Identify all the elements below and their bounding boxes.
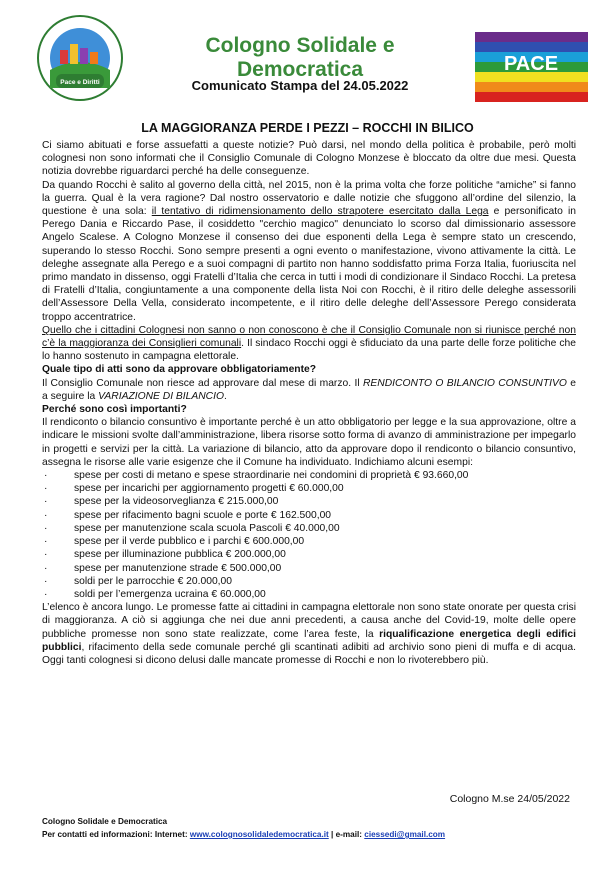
footer xyxy=(42,815,445,841)
list-item: · spese per il verde pubblico e i parchi € 600.000,00 xyxy=(42,535,576,548)
list-item: · spese per incarichi per aggiornamento progetti € 60.000,00 xyxy=(42,482,576,495)
list-item: · spese per manutenzione scala scuola Pascoli € 40.000,00 xyxy=(42,522,576,535)
list-item: · spese per rifacimento bagni scuole e porte € 162.500,00 xyxy=(42,509,576,522)
footer-org: Cologno Solidale e Democratica xyxy=(42,817,168,826)
list-item: · spese per la videosorveglianza € 215.000,00 xyxy=(42,495,576,508)
footer-contacts: Per contatti ed informazioni: Internet: www.colognosolidaledemocratica.it | e-mail: ciessedi@gmail.com xyxy=(42,830,446,839)
paragraph-acts: Il Consiglio Comunale non riesce ad approvare dal mese di marzo. Il RENDICONTO O BILANCIO CONSUNTIVO e a seguire la VARIAZIONE DI BILANCIO. xyxy=(42,377,576,402)
list-item: · spese per manutenzione strade € 500.000,00 xyxy=(42,562,576,575)
article-body xyxy=(42,139,576,667)
paragraph-council: Quello che i cittadini Colognesi non sanno o non conoscono è che il Consiglio Comunale non si riunisce perché non c’è la maggioranza dei Consiglieri comunali. Il sindaco Rocchi oggi è sfiduciato da una parte delle forze politiche che lo hanno sostenuto in campagna elettorale. xyxy=(42,324,576,363)
list-item: · spese per illuminazione pubblica € 200.000,00 xyxy=(42,548,576,561)
list-item: · spese per costi di metano e spese straordinarie nei condomini di proprietà € 93.660,00 xyxy=(42,469,576,482)
website-link[interactable]: www.colognosolidaledemocratica.it xyxy=(189,830,329,839)
press-release-date: Comunicato Stampa del 24.05.2022 xyxy=(191,78,409,93)
organization-title: Cologno Solidale e Democratica xyxy=(205,34,395,81)
list-item: · soldi per l’emergenza ucraina € 60.000,00 xyxy=(42,588,576,601)
paragraph-intro: Ci siamo abituati e forse assuefatti a queste notizie? Può darsi, nel mondo della politica è probabile, però molti colognesi non sono informati che il Consiglio Comunale di Cologno Monzese è bloccato da oltre due mesi. Questa notizia dovrebbe riguardarci perché ha delle conseguenze. xyxy=(42,140,576,178)
question-acts: Quale tipo di atti sono da approvare obbligatoriamente? xyxy=(42,364,317,376)
signature-date: Cologno M.se 24/05/2022 xyxy=(449,793,570,805)
flag-text: PACE xyxy=(503,53,559,75)
peace-flag xyxy=(475,32,588,102)
question-importance: Perché sono così importanti? xyxy=(42,404,187,416)
email-link[interactable]: ciessedi@gmail.com xyxy=(364,830,446,839)
logo-caption: Pace e Diritti xyxy=(60,79,100,86)
organization-logo xyxy=(36,14,124,102)
expenses-list xyxy=(42,469,576,601)
paragraph-conclusion: L’elenco è ancora lungo. Le promesse fatte ai cittadini in campagna elettorale non sono state onorate per questa crisi di maggioranza. A ciò si aggiunga che nei due anni precedenti, a causa anche del Covid-19, molte delle opere pubbliche promesse non sono state realizzate, come l’area feste, la riqualificazione energetica degli edifici pubblici, rifacimento della sede comunale perché gli scantinati adibiti ad archivio sono pieni di muffa e di acqua. Oggi tanti colognesi si dicono delusi dalle mancate promesse di Rocchi e non lo rivoterebbero più. xyxy=(42,602,576,666)
paragraph-budget: Il rendiconto o bilancio consuntivo è importante perché è un atto obbligatorio per legge e la sua approvazione, oltre a indicare le missioni svolte dall’amministrazione, libera risorse sotto forma di avanzo di amministrazione per impegarlo in progetti e servizi per la città. La variazione di bilancio, atto da approvare dopo il rendiconto o bilancio consuntivo, assegna le risorse alle varie esigenze che il Comune ha individuato. Indichiamo alcuni esempi: xyxy=(42,417,576,468)
headline: LA MAGGIORANZA PERDE I PEZZI – ROCCHI IN BILICO xyxy=(141,121,474,135)
paragraph-context: Da quando Rocchi è salito al governo della città, nel 2015, non è la prima volta che forze politiche “amiche” si fanno la guerra. Qual è la vera ragione? Dal nostro osservatorio e dalle notizie che sfuggono all’ordine del silenzio, la questione è una sola: il tentativo di ridimensionamento dello strapotere esercitato dalla Lega e personificato in Perego Dania e Riccardo Pase, il cosiddetto "cerchio magico" denunciato lo scorso dal dimissionario assessore Angelo Scalese. A Cologno Monzese il consenso dei due esponenti della Lega è sempre stato un crescendo, superando lo stesso Rocchi. Sono sempre presenti a ogni evento o manifestazione, vivono attivamente la città. Le deleghe assegnate alla Perego e a suoi compagni di partito non hanno soddisfatto prima Forza Italia, fuoriuscita nel primo mandato in dissenso, oggi Fratelli d’Italia che cerca in tutti i modi di condizionare il Sindaco Rocchi. La pretesa di Fratelli d’Italia, congiuntamente a una componente della lista Noi con Rocchi, è il ritiro delle deleghe assessorili dell’Assessore Della Vella, considerato incompetente, e il ritiro delle deleghe dell’Assessore Perego considerata troppo accentratrice. xyxy=(42,179,576,323)
list-item: · soldi per le parrocchie € 20.000,00 xyxy=(42,575,576,588)
